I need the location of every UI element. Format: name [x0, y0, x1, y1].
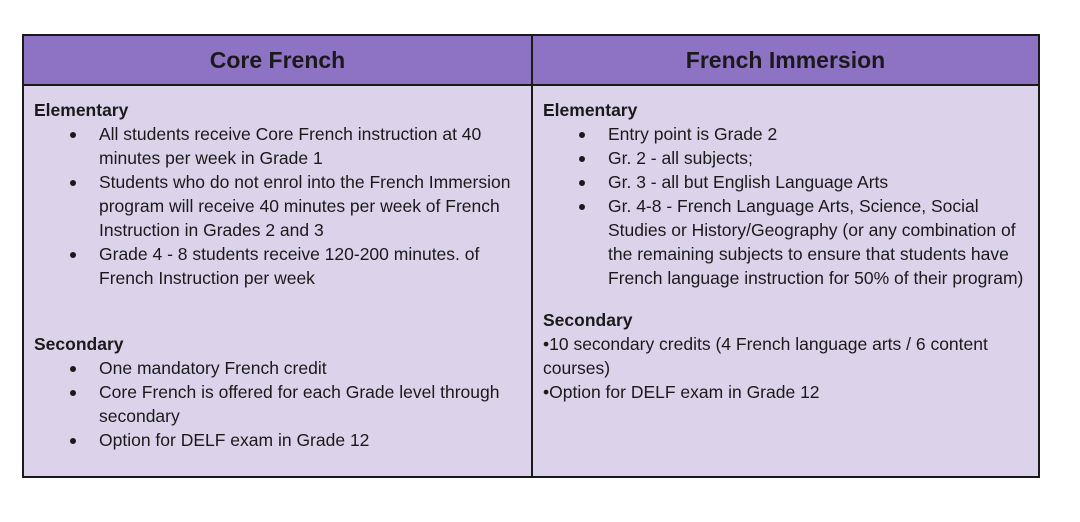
immersion-elementary-title: Elementary — [543, 100, 638, 120]
header-french-immersion: French Immersion — [533, 36, 1038, 86]
list-item: Gr. 4-8 - French Language Arts, Science, Social Studies or History/Geography (or any combination of the remaining subjects to ensure that students have French language instruction for 50% of their program) — [608, 194, 1028, 290]
list-item: Gr. 2 - all subjects; — [608, 146, 1028, 170]
core-secondary-title: Secondary — [34, 334, 124, 354]
list-item: Option for DELF exam in Grade 12 — [99, 428, 521, 452]
comparison-table — [22, 34, 1040, 478]
immersion-elementary-list — [543, 122, 1028, 290]
immersion-secondary-line: •Option for DELF exam in Grade 12 — [543, 382, 820, 402]
core-elementary-list — [34, 122, 521, 290]
core-elementary-title: Elementary — [34, 100, 129, 120]
list-item: One mandatory French credit — [99, 356, 521, 380]
list-item: Core French is offered for each Grade level through secondary — [99, 380, 521, 428]
immersion-secondary-title: Secondary — [543, 310, 633, 330]
core-french-cell — [24, 86, 533, 476]
list-item: All students receive Core French instruction at 40 minutes per week in Grade 1 — [99, 122, 521, 170]
list-item: Entry point is Grade 2 — [608, 122, 1028, 146]
immersion-secondary-line: •10 secondary credits (4 French language arts / 6 content courses) — [543, 334, 988, 378]
list-item: Students who do not enrol into the French Immersion program will receive 40 minutes per week of French Instruction in Grades 2 and 3 — [99, 170, 521, 242]
french-immersion-cell — [533, 86, 1038, 476]
list-item: Grade 4 - 8 students receive 120-200 minutes. of French Instruction per week — [99, 242, 521, 290]
header-core-french: Core French — [24, 36, 533, 86]
core-secondary-list — [34, 356, 521, 452]
list-item: Gr. 3 - all but English Language Arts — [608, 170, 1028, 194]
